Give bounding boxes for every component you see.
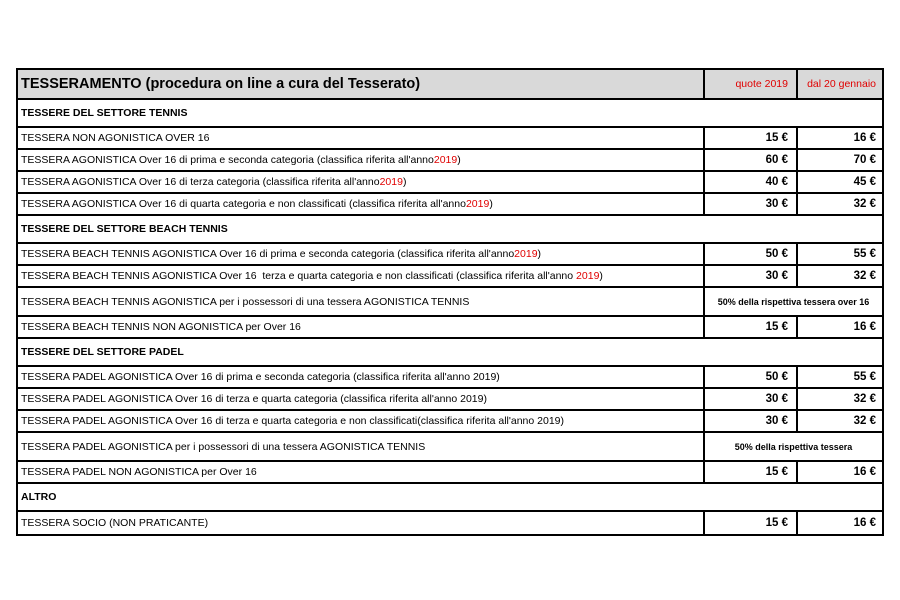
section-header-altro [18,484,882,512]
row-description [18,172,703,192]
row-description: TESSERA BEACH TENNIS AGONISTICA per i possessori di una tessera AGONISTICA TENNIS [21,295,470,308]
table-row [18,288,882,317]
price-dal-20-gennaio: 32 € [796,266,882,286]
merged-price-note: 50% della rispettiva tessera over 16 [703,288,882,315]
row-description-tail: ) [489,198,493,210]
row-description-tail: ) [402,176,407,188]
row-description-text: TESSERA BEACH TENNIS AGONISTICA Over 16 terza e quarta categoria e non classificati (classifica riferita all'anno [21,270,577,282]
row-description [18,266,703,286]
price-quote-2019: 30 € [703,411,796,431]
section-header-tennis [18,100,882,128]
row-description: TESSERA PADEL AGONISTICA per i possessori di una tessera AGONISTICA TENNIS [21,440,426,453]
section-title: TESSERE DEL SETTORE PADEL [21,346,184,358]
table-title: TESSERAMENTO (procedura on line a cura del Tesserato) [21,76,421,92]
table-row [18,244,882,266]
row-description-tail: ) [599,270,603,282]
price-quote-2019: 40 € [703,172,796,192]
table-row [18,411,882,433]
price-quote-2019: 30 € [703,194,796,214]
table-row [18,389,882,411]
section-header-beach-tennis [18,216,882,244]
price-quote-2019: 30 € [703,389,796,409]
fee-table [16,68,884,536]
row-description-tail: ) [537,248,542,260]
row-description [18,194,703,214]
row-year-highlight: 2019 [433,154,458,166]
price-dal-20-gennaio: 16 € [796,462,882,482]
row-description: TESSERA SOCIO (NON PRATICANTE) [21,517,209,529]
price-dal-20-gennaio: 32 € [796,411,882,431]
price-dal-20-gennaio: 32 € [796,389,882,409]
row-year-highlight: 2019 [465,198,490,210]
table-row [18,172,882,194]
section-header-padel [18,339,882,367]
price-quote-2019: 15 € [703,128,796,148]
row-description-text: TESSERA NON AGONISTICA OVER 16 [21,132,210,144]
table-row [18,128,882,150]
table-row [18,462,882,484]
price-quote-2019: 50 € [703,367,796,387]
row-description-text: TESSERA AGONISTICA Over 16 di prima e seconda categoria (classifica riferita all'anno [21,154,434,166]
table-header-row [18,70,882,100]
price-dal-20-gennaio: 70 € [796,150,882,170]
price-quote-2019: 15 € [703,317,796,337]
row-year-highlight: 2019 [514,248,538,260]
section-title: TESSERE DEL SETTORE BEACH TENNIS [21,223,228,235]
table-row [18,150,882,172]
column-header-dal-20-gennaio: dal 20 gennaio [796,70,882,98]
row-description [18,150,703,170]
row-description [18,244,703,264]
table-row [18,317,882,339]
price-quote-2019: 50 € [703,244,796,264]
row-description: TESSERA BEACH TENNIS NON AGONISTICA per Over 16 [21,321,301,333]
row-description: TESSERA PADEL AGONISTICA Over 16 di prima e seconda categoria (classifica riferita all'anno 2019) [21,371,500,383]
row-description [18,128,703,148]
section-title: ALTRO [21,491,57,503]
price-quote-2019: 60 € [703,150,796,170]
row-description: TESSERA PADEL AGONISTICA Over 16 di terza e quarta categoria (classifica riferita all'anno 2019) [21,393,487,405]
price-quote-2019: 30 € [703,266,796,286]
row-description: TESSERA PADEL NON AGONISTICA per Over 16 [21,466,257,478]
price-quote-2019: 15 € [703,462,796,482]
price-dal-20-gennaio: 55 € [796,367,882,387]
merged-price-note: 50% della rispettiva tessera [703,433,882,460]
price-dal-20-gennaio: 45 € [796,172,882,192]
section-title: TESSERE DEL SETTORE TENNIS [21,107,188,119]
row-description-tail: ) [457,154,461,166]
row-year-highlight: 2019 [576,270,600,282]
table-row [18,266,882,288]
price-dal-20-gennaio: 55 € [796,244,882,264]
table-row [18,512,882,534]
table-row [18,367,882,389]
row-description-text: TESSERA BEACH TENNIS AGONISTICA Over 16 di prima e seconda categoria (classifica riferita all'anno [21,248,515,260]
row-description-text: TESSERA AGONISTICA Over 16 di quarta categoria e non classificati (classifica riferita all'anno [21,198,466,210]
row-description: TESSERA PADEL AGONISTICA Over 16 di terza e quarta categoria e non classificati(classifica riferita all'anno 2019) [21,415,565,427]
price-dal-20-gennaio: 32 € [796,194,882,214]
price-dal-20-gennaio: 16 € [796,317,882,337]
price-dal-20-gennaio: 16 € [796,128,882,148]
column-header-quote-2019: quote 2019 [703,70,796,98]
table-row [18,194,882,216]
row-description-text: TESSERA AGONISTICA Over 16 di terza categoria (classifica riferita all'anno [21,176,380,188]
table-row [18,433,882,462]
price-quote-2019: 15 € [703,512,796,534]
price-dal-20-gennaio: 16 € [796,512,882,534]
row-year-highlight: 2019 [379,176,403,188]
